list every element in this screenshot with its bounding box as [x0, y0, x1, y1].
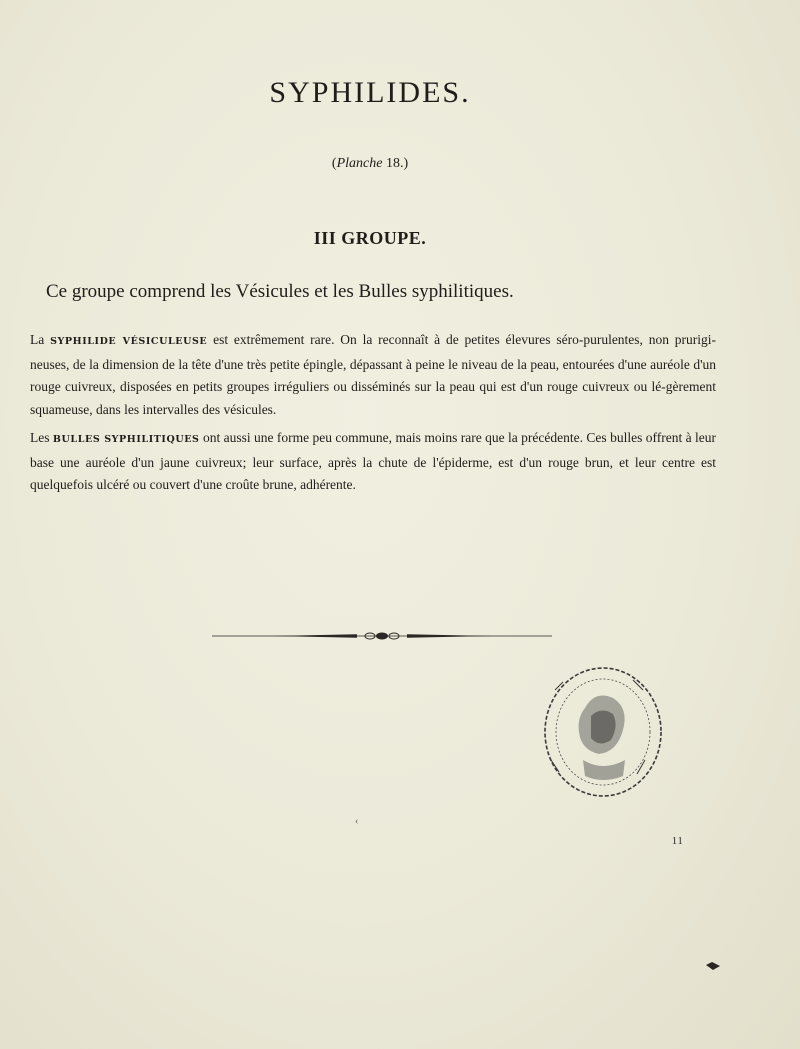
paragraph-body: ont aussi une forme peu commune, mais moins rare que la précédente. Ces bulles offrent à leur base une auréole d'un jaune cuivreux; leur surface, après la chute de l'épiderme, est d'un rouge brun, et leur centre est quelquefois ulcéré ou couvert d'une croûte brune, adhérente. — [30, 430, 716, 492]
plate-reference — [0, 156, 740, 172]
paragraph-syphilitic-bullae — [30, 427, 716, 497]
paragraph-body: est extrêmement rare. On la reconnaît à de petites élevures séro-purulentes, non prurigi-neuses, de la dimension de la tête d'une très petite épingle, dépassant à peine le niveau de la peau, entourées d'une auréole d'un rouge cuivreux, disposées en petits groupes irréguliers ou disséminés sur la peau qui est d'un rouge cuivreux ou lé-gèrement squameuse, dans les intervalles des vésicules. — [30, 332, 717, 417]
paragraph-vesicular-syphilide — [30, 329, 716, 421]
group-heading: III GROUPE. — [313, 228, 427, 248]
library-stamp-icon — [533, 660, 668, 810]
plate-close-paren: ) — [403, 156, 409, 171]
plate-number: 18. — [385, 156, 404, 171]
page-title: SYPHILIDES. — [269, 76, 471, 109]
paragraph-lead: Les — [30, 430, 50, 445]
margin-tick-mark: ‹ — [355, 816, 359, 827]
page-marker: 11 — [672, 836, 684, 847]
paragraph-term: BULLES SYPHILITIQUES — [52, 434, 200, 445]
ink-blot-mark — [705, 960, 721, 972]
paragraph-lead: La — [30, 332, 45, 347]
intro-sentence: Ce groupe comprend les Vésicules et les Bulles syphilitiques. — [46, 281, 514, 302]
plate-open-paren: ( — [331, 156, 337, 171]
ornamental-rule — [212, 630, 552, 642]
paragraph-term: SYPHILIDE VÉSICULEUSE — [50, 336, 208, 347]
plate-label: Planche — [336, 156, 383, 171]
